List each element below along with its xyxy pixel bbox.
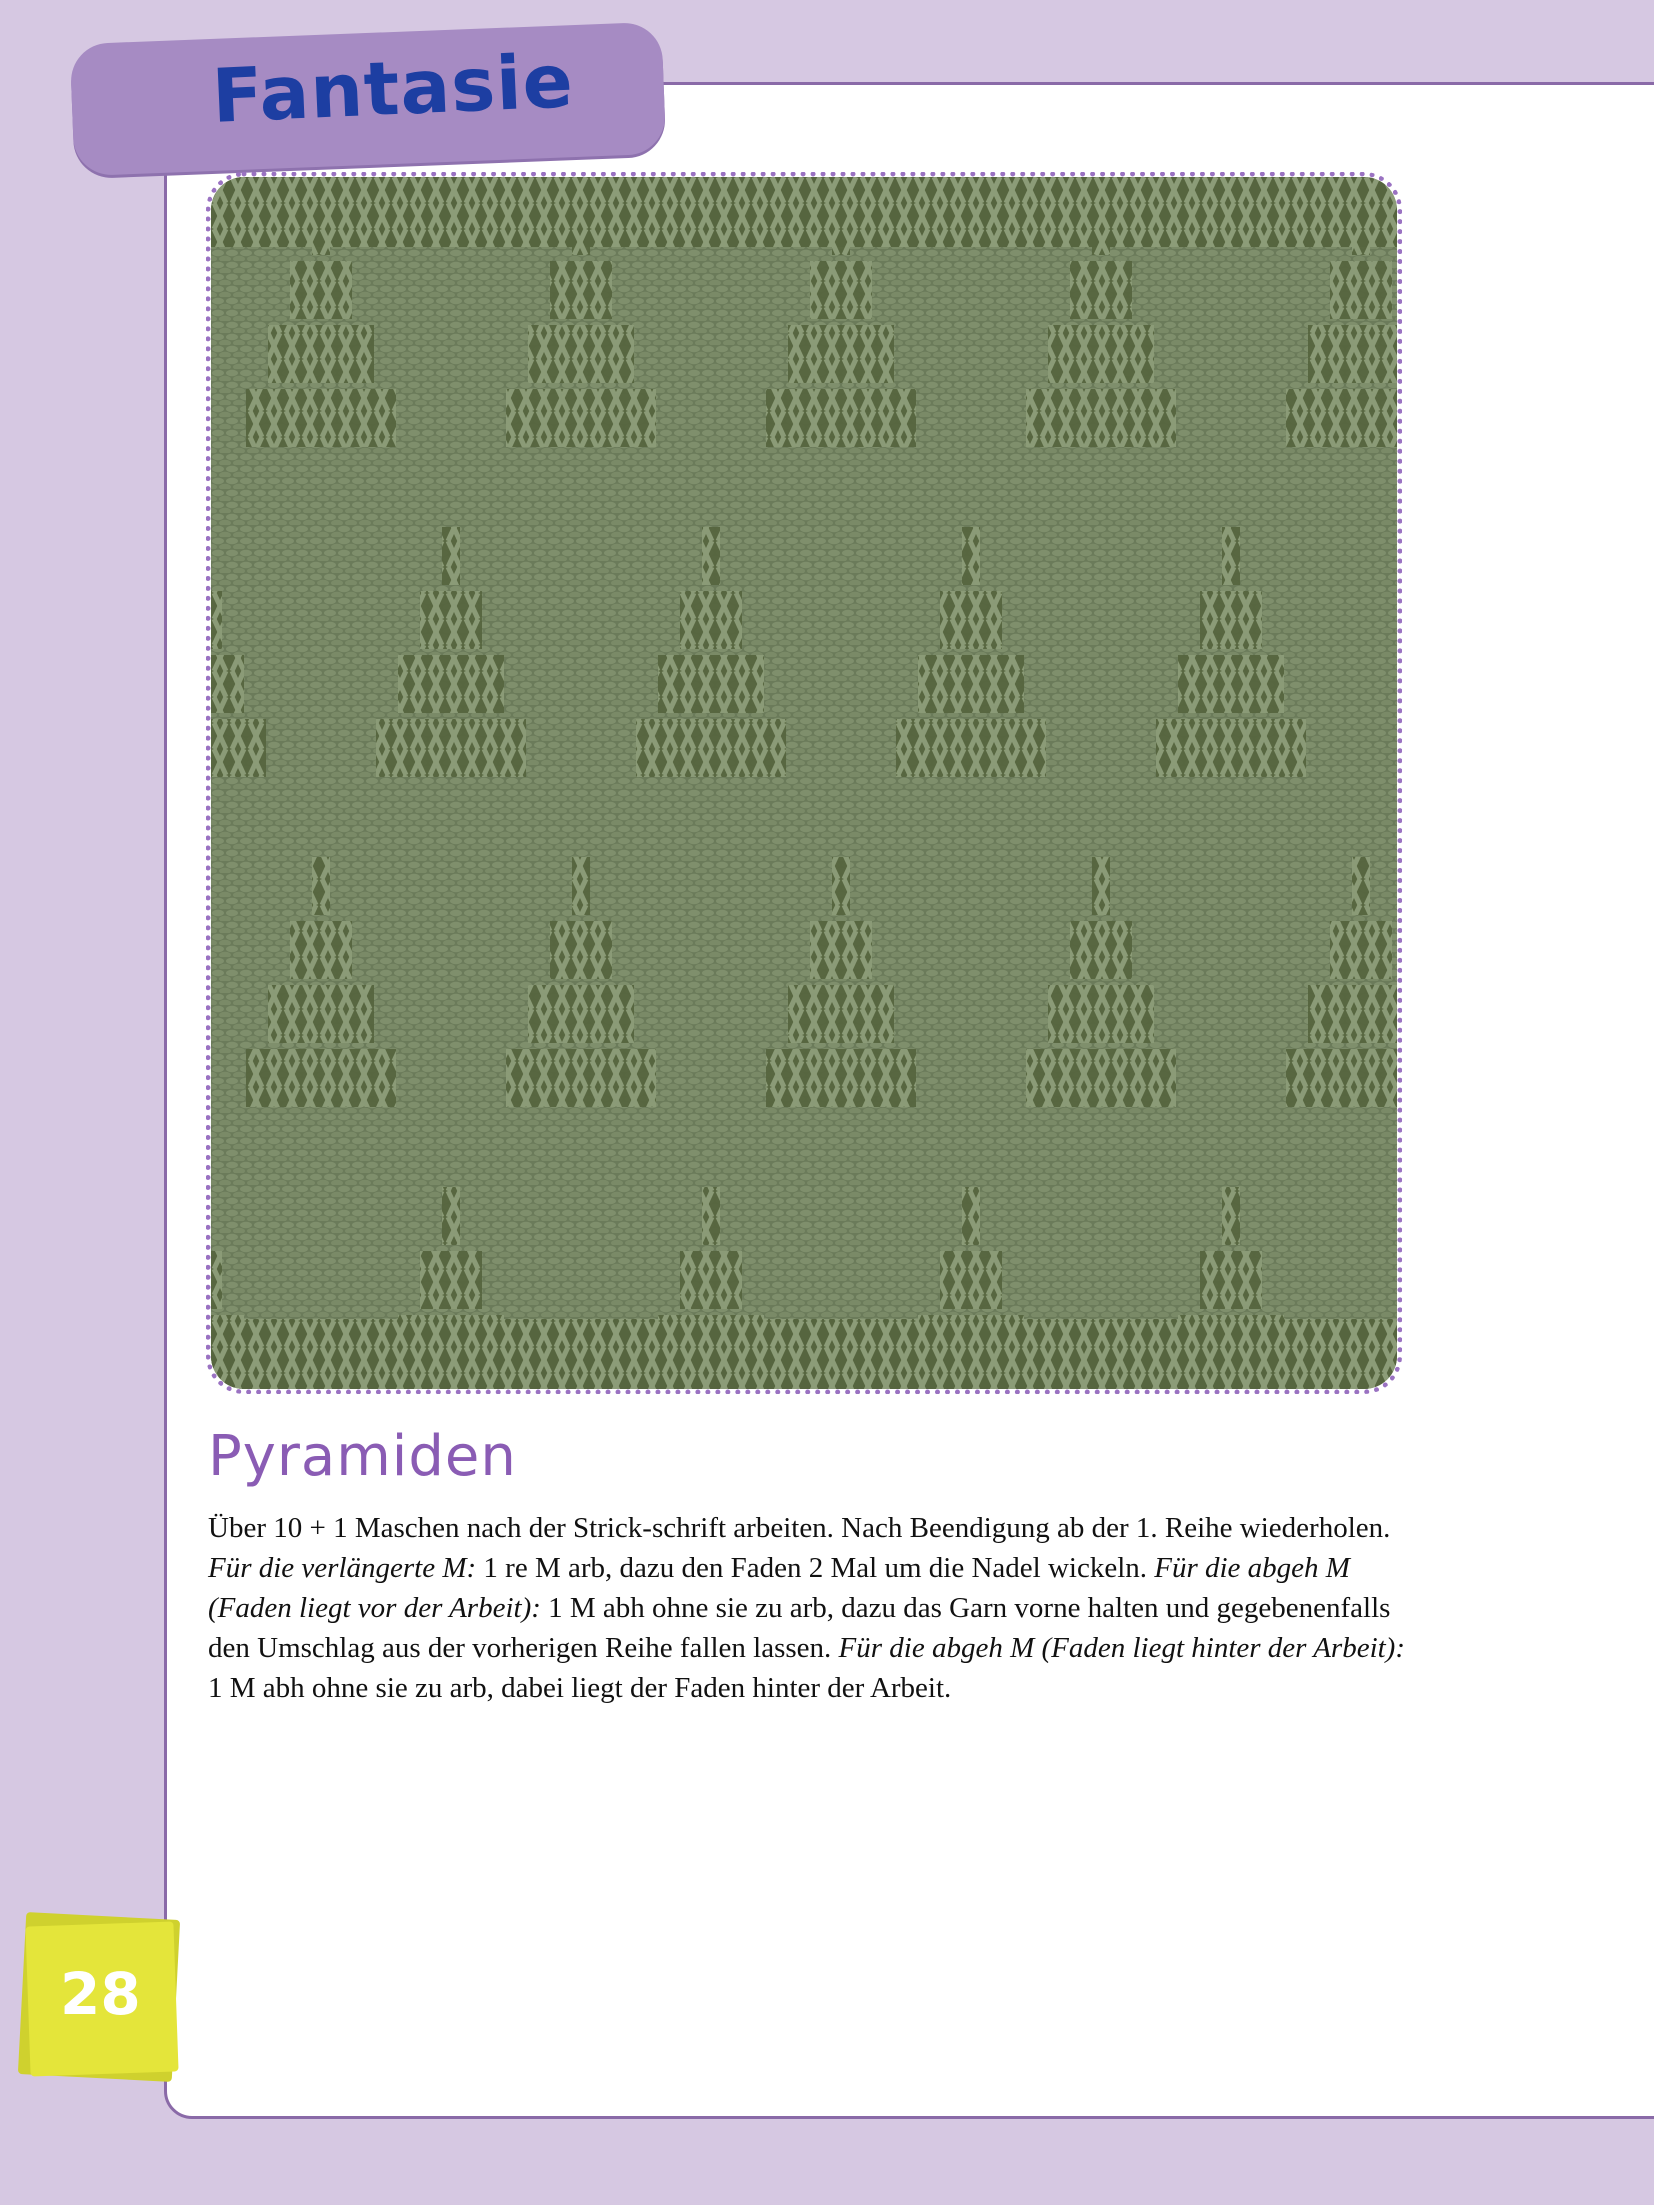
elongated-stitch-column [1308, 325, 1397, 383]
elongated-stitch-column [766, 389, 916, 447]
elongated-stitch-column [766, 1049, 916, 1107]
elongated-stitch-column [420, 591, 482, 649]
elongated-stitch-column [1048, 985, 1154, 1043]
elongated-stitch-column [1200, 591, 1262, 649]
elongated-stitch-column [788, 985, 894, 1043]
elongated-stitch-column [658, 1315, 764, 1373]
knitting-swatch-photo [206, 172, 1402, 1394]
elongated-stitch-column [1330, 921, 1392, 979]
elongated-stitch-column [702, 527, 720, 585]
elongated-stitch-column [246, 389, 396, 447]
elongated-stitch-column [290, 261, 352, 319]
elongated-stitch-column [528, 325, 634, 383]
elongated-stitch-column [1178, 1315, 1284, 1373]
elongated-stitch-column [1222, 527, 1240, 585]
elongated-stitch-column [1200, 1251, 1262, 1309]
elongated-stitch-column [832, 197, 850, 255]
elongated-stitch-column [788, 325, 894, 383]
elongated-stitch-column [506, 389, 656, 447]
instruction-text: 1 M abh ohne sie zu arb, dabei liegt der Faden hinter der Arbeit. [208, 1672, 952, 1704]
pattern-instructions [208, 1508, 1408, 1708]
elongated-stitch-column [918, 655, 1024, 713]
elongated-stitch-column [680, 591, 742, 649]
elongated-stitch-column [658, 655, 764, 713]
section-title: Fantasie [210, 38, 576, 140]
elongated-stitch-column [211, 719, 266, 777]
elongated-stitch-column [211, 655, 244, 713]
pattern-title: Pyramiden [208, 1424, 517, 1489]
elongated-stitch-column [1352, 197, 1370, 255]
elongated-stitch-column [962, 1187, 980, 1245]
instruction-text: 1 re M arb, dazu den Faden 2 Mal um die Nadel wickeln. [476, 1552, 1155, 1584]
elongated-stitch-column [832, 857, 850, 915]
instruction-heading-slip-front: Für die abgeh M (Faden liegt vor der Arbeit): [208, 1552, 1350, 1624]
elongated-stitch-column [810, 921, 872, 979]
elongated-stitch-column [1352, 857, 1370, 915]
elongated-stitch-column [290, 921, 352, 979]
elongated-stitch-column [636, 1379, 786, 1389]
elongated-stitch-column [1222, 1187, 1240, 1245]
elongated-stitch-column [442, 527, 460, 585]
elongated-stitch-column [268, 325, 374, 383]
elongated-stitch-column [376, 1379, 526, 1389]
elongated-stitch-column [398, 655, 504, 713]
elongated-stitch-column [636, 719, 786, 777]
elongated-stitch-column [940, 591, 1002, 649]
elongated-stitch-column [680, 1251, 742, 1309]
elongated-stitch-column [1070, 921, 1132, 979]
elongated-stitch-column [940, 1251, 1002, 1309]
elongated-stitch-column [1156, 1379, 1306, 1389]
elongated-stitch-column [962, 527, 980, 585]
elongated-stitch-column [376, 719, 526, 777]
elongated-stitch-column [896, 1379, 1046, 1389]
knitting-swatch-image [211, 177, 1397, 1389]
elongated-stitch-column [1092, 197, 1110, 255]
elongated-stitch-column [211, 591, 222, 649]
elongated-stitch-column [1070, 261, 1132, 319]
elongated-stitch-column [1156, 719, 1306, 777]
elongated-stitch-column [1286, 1049, 1397, 1107]
rib-border [211, 177, 1397, 247]
elongated-stitch-column [572, 197, 590, 255]
elongated-stitch-column [312, 197, 330, 255]
elongated-stitch-column [398, 1315, 504, 1373]
page-number: 28 [60, 1960, 141, 2028]
elongated-stitch-column [1092, 857, 1110, 915]
elongated-stitch-column [211, 1315, 244, 1373]
elongated-stitch-column [528, 985, 634, 1043]
elongated-stitch-column [1048, 325, 1154, 383]
elongated-stitch-column [506, 1049, 656, 1107]
elongated-stitch-column [572, 857, 590, 915]
elongated-stitch-column [702, 1187, 720, 1245]
elongated-stitch-column [246, 1049, 396, 1107]
elongated-stitch-column [550, 261, 612, 319]
instruction-text: 1 M abh ohne sie zu arb, dazu das Garn vorne halten und gegebenenfalls den Umschlag aus der vorherigen Reihe fallen lassen. [208, 1592, 1391, 1664]
elongated-stitch-column [211, 1251, 222, 1309]
elongated-stitch-column [1330, 261, 1392, 319]
elongated-stitch-column [268, 985, 374, 1043]
elongated-stitch-column [1026, 389, 1176, 447]
elongated-stitch-column [1178, 655, 1284, 713]
elongated-stitch-column [896, 719, 1046, 777]
elongated-stitch-column [1026, 1049, 1176, 1107]
elongated-stitch-column [312, 857, 330, 915]
elongated-stitch-column [810, 261, 872, 319]
elongated-stitch-column [442, 1187, 460, 1245]
elongated-stitch-column [550, 921, 612, 979]
elongated-stitch-column [420, 1251, 482, 1309]
elongated-stitch-column [1308, 985, 1397, 1043]
elongated-stitch-column [918, 1315, 1024, 1373]
instruction-heading-elongated-stitch: Für die verlängerte M: [208, 1552, 477, 1584]
instruction-text: Über 10 + 1 Maschen nach der Strick-schrift arbeiten. Nach Beendigung ab der 1. Reihe wiederholen. [208, 1512, 1391, 1544]
elongated-stitch-column [1286, 389, 1397, 447]
instruction-heading-slip-back: Für die abgeh M (Faden liegt hinter der Arbeit): [838, 1632, 1405, 1664]
